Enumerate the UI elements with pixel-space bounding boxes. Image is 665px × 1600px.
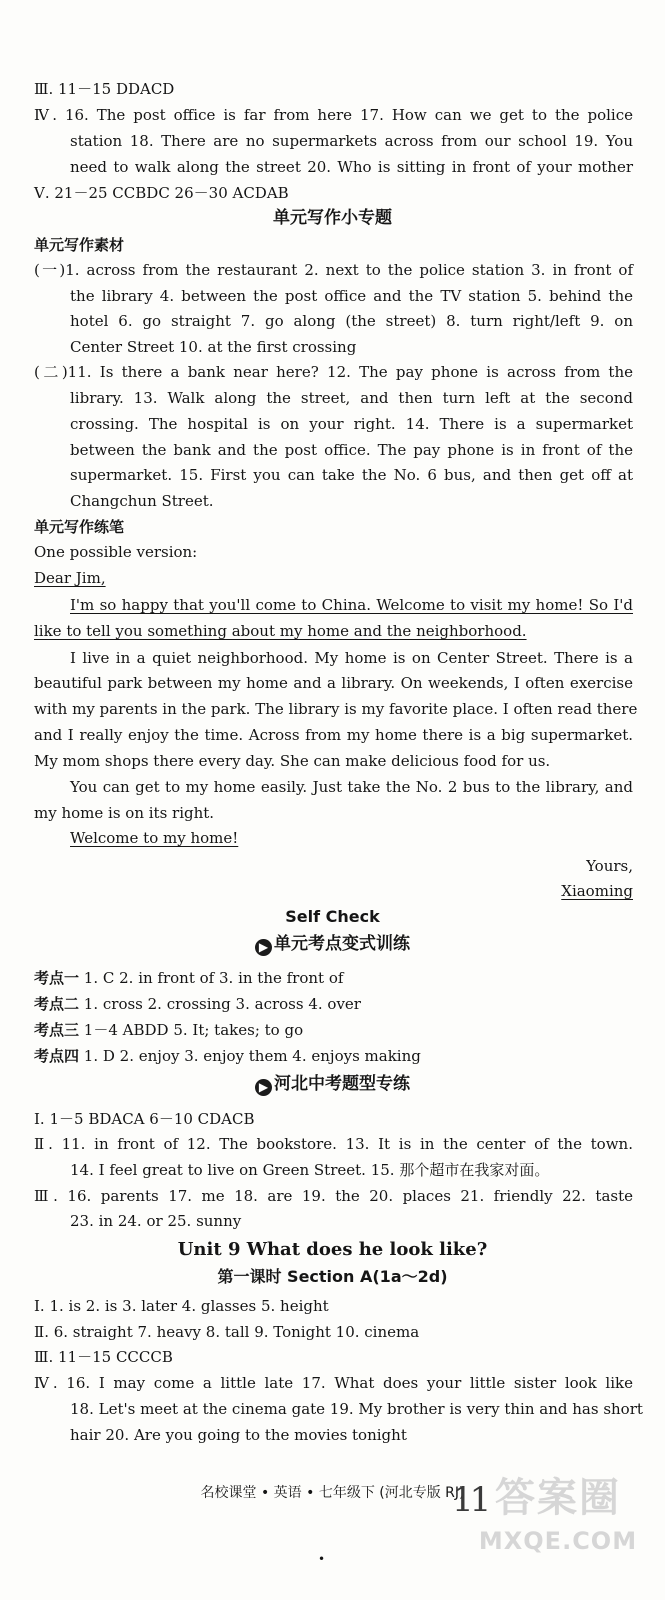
essay-line: beautiful park between my home and a library. On weekends, I often exercise bbox=[34, 674, 633, 692]
watermark-logo bbox=[478, 1470, 638, 1580]
essay-greeting: Dear Jim, bbox=[34, 569, 106, 587]
essay-line: I live in a quiet neighborhood. My home is on Center Street. There is a bbox=[70, 649, 633, 667]
page-footer: 名校课堂 • 英语 • 七年级下 (河北专版 RJ) bbox=[200, 1485, 465, 1501]
material-line: crossing. The hospital is on your right. 14. There is a supermarket bbox=[70, 415, 633, 433]
answer-line-3: Ⅲ. 11－15 DDACD bbox=[34, 80, 175, 98]
essay-line: my home is on its right. bbox=[34, 804, 215, 822]
answer-line-4c: need to walk along the street 20. Who is sitting in front of your mother bbox=[70, 158, 633, 176]
arrow-circle-icon: ▶ bbox=[255, 939, 272, 956]
section-title-2: 河北中考题型专练 bbox=[274, 1074, 410, 1094]
unit-line: Ⅱ. 6. straight 7. heavy 8. tall 9. Tonight 10. cinema bbox=[34, 1323, 420, 1341]
unit-line: Ⅲ. 11－15 CCCCB bbox=[34, 1348, 173, 1366]
section-badge-1 bbox=[0, 933, 665, 956]
material-line: supermarket. 15. First you can take the No. 6 bus, and then get off at bbox=[70, 466, 633, 484]
exam-line: 23. in 24. or 25. sunny bbox=[70, 1212, 242, 1230]
practice-heading: 单元写作练笔 bbox=[34, 518, 125, 536]
unit-line: hair 20. Are you going to the movies tonight bbox=[70, 1426, 407, 1444]
answer-line-4b: station 18. There are no supermarkets across from our school 19. You bbox=[70, 132, 633, 150]
material-line: hotel 6. go straight 7. go along (the street) 8. turn right/left 9. on bbox=[70, 312, 633, 330]
section-badge-2 bbox=[0, 1073, 665, 1096]
essay-intro: One possible version: bbox=[34, 543, 198, 561]
arrow-circle-icon: ▶ bbox=[255, 1079, 272, 1096]
point-row: 考点一 1. C 2. in front of 3. in the front of bbox=[34, 969, 344, 987]
material-line: Center Street 10. at the first crossing bbox=[70, 338, 357, 356]
point-row: 考点三 1－4 ABDD 5. It; takes; to go bbox=[34, 1021, 304, 1039]
bottom-dot: • bbox=[318, 1552, 326, 1566]
section-title-1: 单元考点变式训练 bbox=[274, 934, 410, 954]
material-line: the library 4. between the post office and the TV station 5. behind the bbox=[70, 287, 633, 305]
material-line: library. 13. Walk along the street, and then turn left at the second bbox=[70, 389, 633, 407]
exam-line: Ⅰ. 1－5 BDACA 6－10 CDACB bbox=[34, 1110, 255, 1128]
essay-line: I'm so happy that you'll come to China. Welcome to visit my home! So I'd bbox=[70, 596, 633, 614]
essay-line: and I really enjoy the time. Across from my home there is a big supermarket. bbox=[34, 726, 633, 744]
watermark-text-en: MXQE.COM bbox=[478, 1527, 638, 1555]
self-check-title: Self Check bbox=[285, 907, 380, 926]
essay-line: like to tell you something about my home and the neighborhood. bbox=[34, 622, 527, 640]
exam-line: 14. I feel great to live on Green Street. 15. 那个超市在我家对面。 bbox=[70, 1161, 550, 1179]
answer-line-5: Ⅴ. 21－25 CCBDC 26－30 ACDAB bbox=[34, 184, 289, 202]
point-row: 考点二 1. cross 2. crossing 3. across 4. over bbox=[34, 995, 361, 1013]
essay-closing: Yours, bbox=[586, 857, 633, 875]
writing-title: 单元写作小专题 bbox=[273, 208, 392, 228]
unit-line: Ⅳ. 16. I may come a little late 17. What does your little sister look like bbox=[34, 1374, 633, 1392]
essay-line: My mom shops there every day. She can make delicious food for us. bbox=[34, 752, 551, 770]
material-line: (一)1. across from the restaurant 2. next to the police station 3. in front of bbox=[34, 261, 633, 279]
watermark-text-cn: 答案圈 bbox=[495, 1475, 621, 1521]
unit-title: Unit 9 What does he look like? bbox=[177, 1239, 488, 1260]
unit-line: Ⅰ. 1. is 2. is 3. later 4. glasses 5. height bbox=[34, 1297, 329, 1315]
material-line: between the bank and the post office. The pay phone is in front of the bbox=[70, 441, 633, 459]
unit-line: 18. Let's meet at the cinema gate 19. My brother is very thin and has short bbox=[70, 1400, 643, 1418]
material-line: (二)11. Is there a bank near here? 12. The pay phone is across from the bbox=[34, 363, 633, 381]
lesson-title: 第一课时 Section A(1a～2d) bbox=[217, 1267, 448, 1286]
answer-line-4a: Ⅳ. 16. The post office is far from here 17. How can we get to the police bbox=[34, 106, 633, 124]
essay-line: with my parents in the park. The library is my favorite place. I often read there bbox=[34, 700, 638, 718]
point-row: 考点四 1. D 2. enjoy 3. enjoy them 4. enjoys making bbox=[34, 1047, 421, 1065]
page-number: 11 bbox=[452, 1480, 488, 1520]
essay-signature: Xiaoming bbox=[561, 882, 633, 900]
essay-line: Welcome to my home! bbox=[70, 829, 239, 847]
material-line: Changchun Street. bbox=[70, 492, 214, 510]
material-heading: 单元写作素材 bbox=[34, 236, 125, 254]
exam-line: Ⅱ. 11. in front of 12. The bookstore. 13. It is in the center of the town. bbox=[34, 1135, 633, 1153]
exam-line: Ⅲ. 16. parents 17. me 18. are 19. the 20. places 21. friendly 22. taste bbox=[34, 1187, 633, 1205]
essay-line: You can get to my home easily. Just take the No. 2 bus to the library, and bbox=[70, 778, 633, 796]
